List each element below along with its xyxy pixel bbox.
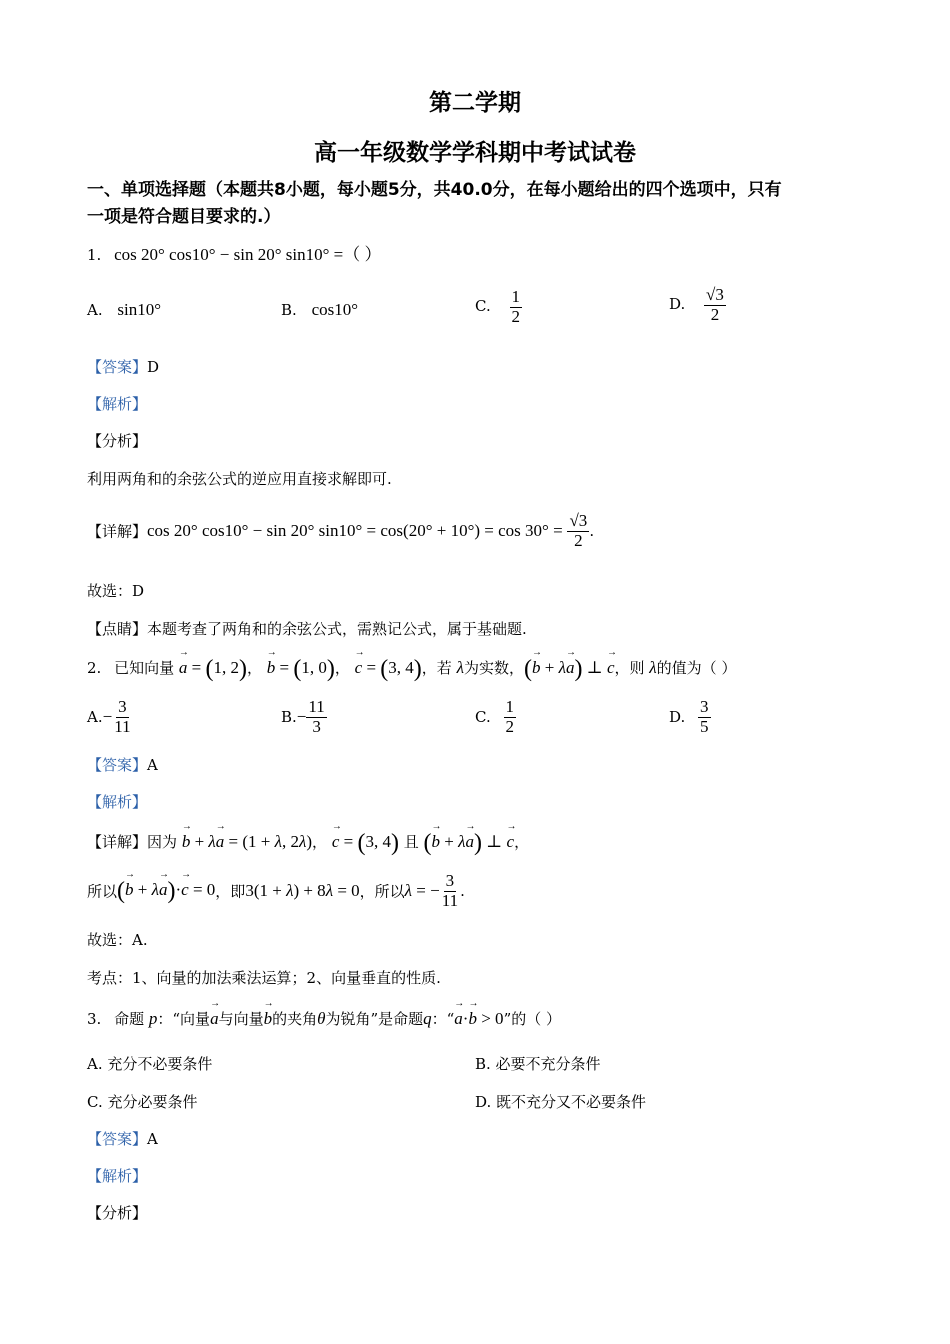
q3-fenxi-tag: 【分析】: [87, 1204, 148, 1222]
q1-detail-fraction: [567, 512, 589, 550]
q1-option-b-label: B.: [281, 301, 297, 319]
q3-option-d: D. 既不充分又不必要条件: [475, 1093, 647, 1111]
q2-option-c-denominator: 2: [505, 716, 514, 736]
q3-option-a: A. 充分不必要条件: [87, 1055, 213, 1073]
q2-choose: 故选：A.: [87, 931, 148, 949]
q1-option-d-denominator: 2: [710, 304, 720, 324]
q1-answer: [87, 356, 159, 377]
q2-option-c: [475, 698, 516, 736]
q2-option-b-fraction: [306, 698, 326, 736]
q2-option-a-denominator: 11: [114, 716, 131, 736]
question-2-number: 2.: [87, 659, 102, 677]
q2-vector-b: → b = (1, 0): [267, 658, 335, 677]
q2-stem-part-d: ，则: [614, 659, 645, 677]
q2-option-d-denominator: 5: [700, 716, 709, 736]
q2-answer: [87, 754, 158, 775]
q1-option-d-label: D.: [669, 295, 686, 314]
q1-option-a: [87, 300, 161, 320]
question-1-number: 1.: [87, 246, 102, 264]
q2-vector-c: → c = (3, 4): [355, 658, 422, 677]
q3-answer: [87, 1128, 158, 1149]
q1-choose: 故选：D: [87, 582, 145, 600]
q2-answer-value: A: [147, 756, 158, 774]
q1-option-c-fraction: [510, 288, 523, 326]
q1-comment-tag: 【点睛】: [87, 620, 148, 638]
q1-answer-value: D: [147, 358, 160, 376]
question-2-stem: 2. 已知向量 → a = (1, 2)， → b = (1, 0)， → c = (3, 4)，若 λ为实数，(→ b + λ→ a) ⊥ → c，则 λ的值为（ ）: [87, 656, 736, 683]
q1-fenxi-text: 利用两角和的余弦公式的逆应用直接求解即可.: [87, 470, 392, 488]
q2-detail-line2: 所以(→ b + λ→ a)·→ c = 0，即3(1 + λ) + 8λ = 0，所以λ = − $\frac{3}{11}$ .: [87, 872, 465, 910]
q2-result-numerator: 3: [445, 871, 455, 890]
q2-stem-part-b: 若: [436, 659, 452, 677]
q3-option-c: C. 充分必要条件: [87, 1093, 198, 1111]
q2-option-b-numerator: 11: [308, 697, 325, 716]
q1-option-c-numerator: 1: [511, 287, 520, 306]
q2-option-b: B.− $\frac{11}{3}$: [281, 697, 325, 736]
question-3-stem: 3. 命题 p：“向量→ a与向量→ b的夹角θ为锐角”是命题q：“→ a·→ b > 0”的（ ）: [87, 1008, 561, 1029]
q1-detail-period: .: [589, 522, 595, 541]
exam-term-title: 第二学期: [429, 90, 521, 116]
q1-detail-expr: cos 20° cos10° − sin 20° sin10° = cos(20° + 10°) = cos 30° =: [147, 521, 563, 541]
q1-option-c-denominator: 2: [511, 306, 520, 326]
q2-option-a: A.− $\frac{3}{11}$: [87, 697, 131, 736]
q2-option-d: [669, 698, 711, 736]
q3-stem-part-f: ：“: [431, 1010, 455, 1028]
question-1-stem: [87, 240, 381, 265]
q2-option-c-label: C.: [475, 708, 491, 727]
q2-option-b-label: B.: [281, 708, 297, 727]
q2-line2-part-c: ，所以: [359, 882, 405, 901]
q2-option-d-label: D.: [669, 708, 686, 727]
q1-comment: [87, 618, 527, 639]
q2-option-a-fraction: [112, 698, 132, 736]
question-1-expr: cos 20° cos10° − sin 20° sin10° =（ ）: [114, 245, 382, 264]
q2-result-fraction: [440, 872, 460, 910]
q2-option-a-numerator: 3: [118, 697, 127, 716]
q1-detail-denominator: 2: [574, 530, 583, 550]
q2-kaodian: 考点：1、向量的加法乘法运算；2、向量垂直的性质.: [87, 969, 441, 987]
q2-option-d-numerator: 3: [700, 697, 709, 716]
q2-option-a-label: A.: [87, 708, 103, 727]
q2-line2-part-b: ，即: [215, 882, 246, 901]
q1-option-d-fraction: [704, 286, 726, 324]
q1-option-c: [475, 288, 522, 326]
q2-detail-perp: (→ b + λ→ a) ⊥ → c: [424, 832, 515, 851]
q3-stem-part-c: 与向量: [218, 1010, 264, 1028]
q1-detail-tag: 【详解】: [87, 522, 148, 541]
q3-answer-tag: 【答案】: [87, 1130, 148, 1148]
q1-option-b: [281, 300, 358, 320]
q2-detail-sum: → b + λ→ a = (1 + λ, 2λ): [182, 832, 312, 851]
q1-comment-text: 本题考查了两角和的余弦公式，需熟记公式，属于基础题.: [147, 620, 527, 638]
q1-option-c-label: C.: [475, 297, 491, 316]
q1-option-d-numerator: √3: [706, 285, 724, 304]
section-heading-line2: 一项是符合题目要求的.）: [87, 207, 281, 227]
q3-stem-part-d: 的夹角: [272, 1010, 318, 1028]
q3-stem-part-g: ”的（ ）: [503, 1010, 561, 1028]
q2-equation: 3(1 + λ) + 8λ = 0: [245, 881, 360, 901]
q2-perp-expr: (→ b + λ→ a) ⊥ → c: [524, 658, 615, 677]
q2-stem-part-a: 已知向量: [114, 659, 175, 677]
q2-line2-part-a: 所以: [87, 882, 118, 901]
q1-option-a-value: sin10°: [117, 300, 162, 319]
q1-option-d: [669, 286, 726, 324]
q2-analysis-tag: 【解析】: [87, 793, 148, 811]
q3-answer-value: A: [147, 1130, 158, 1148]
exam-title: 高一年级数学学科期中考试试卷: [314, 140, 636, 166]
q1-answer-tag: 【答案】: [87, 358, 148, 376]
q2-option-c-numerator: 1: [505, 697, 514, 716]
section-heading-line1: 一、单项选择题（本题共8小题，每小题5分，共40.0分，在每小题给出的四个选项中，只有: [87, 180, 782, 200]
q2-detail-tag: 【详解】: [87, 833, 148, 851]
q1-analysis-tag: 【解析】: [87, 395, 148, 413]
q2-option-c-fraction: [504, 698, 517, 736]
q1-option-b-value: cos10°: [311, 300, 359, 319]
q2-dot-expr: (→ b + λ→ a)·→ c = 0: [117, 880, 215, 899]
q2-detail-line1: 【详解】因为 → b + λ→ a = (1 + λ, 2λ)， → c = (3, 4) 且 (→ b + λ→ a) ⊥ → c，: [87, 830, 529, 857]
q3-stem-part-b: ：“向量: [157, 1010, 211, 1028]
q3-stem-part-e: 为锐角”是命题: [325, 1010, 424, 1028]
question-3-number: 3.: [87, 1010, 102, 1028]
q1-detail-numerator: √3: [569, 511, 588, 530]
q2-option-d-fraction: [698, 698, 711, 736]
q1-fenxi-tag: 【分析】: [87, 432, 148, 450]
q2-option-b-denominator: 3: [312, 716, 321, 736]
q2-answer-tag: 【答案】: [87, 756, 148, 774]
q1-detail: [87, 512, 594, 550]
q2-stem-part-e: 的值为（ ）: [656, 659, 737, 677]
q1-option-a-label: A.: [87, 301, 103, 319]
q2-vector-a: → a = (1, 2): [179, 658, 247, 677]
q2-stem-part-c: 为实数，: [463, 659, 524, 677]
q3-option-b: B. 必要不充分条件: [475, 1055, 601, 1073]
q2-detail-part-b: 且: [403, 833, 419, 851]
q2-detail-c: → c = (3, 4): [332, 832, 399, 851]
q3-analysis-tag: 【解析】: [87, 1167, 148, 1185]
q3-dot-condition: → a·→ b > 0: [454, 1009, 503, 1028]
q2-result-denominator: 11: [441, 890, 459, 910]
q3-stem-part-a: 命题: [114, 1010, 145, 1028]
q2-detail-part-a: 因为: [147, 833, 178, 851]
